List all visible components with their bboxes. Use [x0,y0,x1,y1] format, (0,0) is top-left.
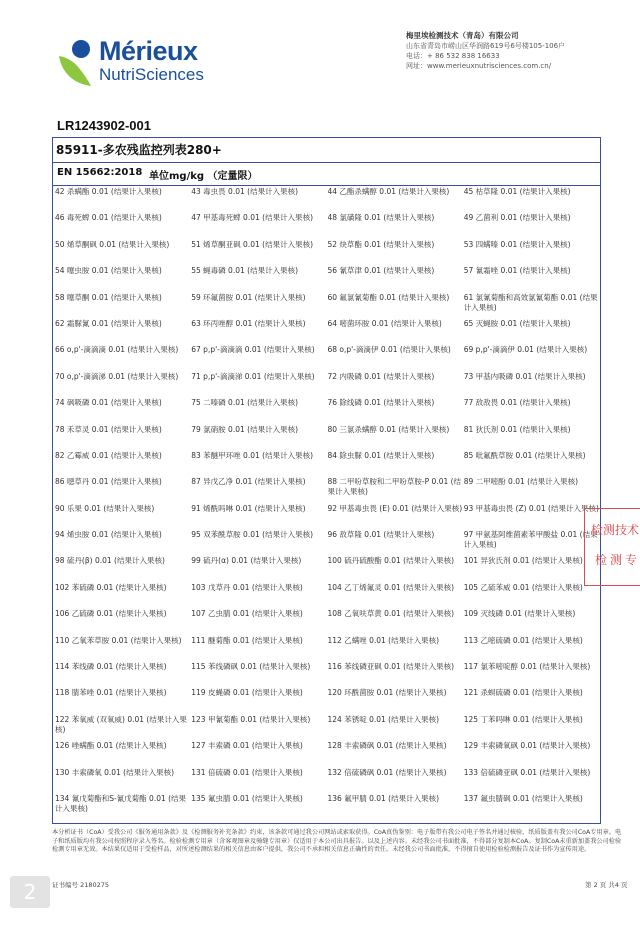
method-bar [53,162,600,186]
pesticide-item: 96 敌草隆 0.01 (结果计入果核) [327,530,435,540]
pesticide-item: 113 乙嘧硫磷 0.01 (结果计入果核) [463,635,583,645]
pesticide-item: 103 戊草丹 0.01 (结果计入果核) [191,582,303,592]
pesticide-item: 78 禾草灵 0.01 (结果计入果核) [55,424,162,434]
grid-row [55,371,600,397]
unit-label: 单位mg/kg （定量限） [149,171,258,182]
test-method: EN 15662:2018 [57,167,143,178]
pesticide-item: 55 蝇毒磷 0.01 (结果计入果核) [191,266,298,276]
pesticide-item: 43 毒虫畏 0.01 (结果计入果核) [191,187,298,196]
pesticide-item: 69 p,p'-滴滴伊 0.01 (结果计入果核) [463,345,588,355]
page-number: 第 2 页 共4 页 [585,881,628,889]
pesticide-item: 119 皮蝇磷 0.01 (结果计入果核) [191,688,303,698]
pesticide-item: 109 灭线磷 0.01 (结果计入果核) [463,609,576,619]
pesticide-item: 89 二甲嘧酚 0.01 (结果计入果核) [463,477,578,487]
grid-row [55,186,600,212]
pesticide-item: 45 枯草隆 0.01 (结果计入果核) [463,187,571,196]
pesticide-item: 126 唑螨酯 0.01 (结果计入果核) [55,741,167,751]
pesticide-item: 76 除线磷 0.01 (结果计入果核) [327,398,435,408]
pesticide-item: 71 p,p'-滴滴涕 0.01 (结果计入果核) [191,371,315,381]
grid-row [55,714,600,740]
lab-address: 山东省青岛市崂山区华润路619号6号楼105-106户 [406,42,566,50]
grid-row [55,793,600,819]
pesticide-item: 46 毒死蜱 0.01 (结果计入果核) [55,213,162,223]
pesticide-item: 117 氯苯嘧啶醇 0.01 (结果计入果核) [463,662,591,672]
grid-row [55,608,600,634]
logo-mark-icon [57,38,99,88]
pesticide-item: 136 氟甲腈 0.01 (结果计入果核) [327,793,440,803]
grid-row [55,661,600,687]
grid-row [55,635,600,661]
pesticide-item: 105 乙硫苯威 0.01 (结果计入果核) [463,582,583,592]
grid-row [55,687,600,713]
pesticide-item: 50 烯草酮砜 0.01 (结果计入果核) [55,239,170,249]
pesticide-item: 94 烯虫胺 0.01 (结果计入果核) [55,530,162,540]
pesticide-item: 86 噁草丹 0.01 (结果计入果核) [55,477,162,487]
pesticide-item: 67 p,p'-滴滴滴 0.01 (结果计入果核) [191,345,315,355]
pesticide-item: 99 硫丹(α) 0.01 (结果计入果核) [191,556,302,566]
pesticide-item: 135 氟虫腈 0.01 (结果计入果核) [191,793,303,803]
pesticide-item: 124 苯锈啶 0.01 (结果计入果核) [327,714,440,724]
pesticide-item: 98 硫丹(β) 0.01 (结果计入果核) [55,556,165,566]
pesticide-item: 79 氯硝胺 0.01 (结果计入果核) [191,424,298,434]
pesticide-item: 115 苯线磷砜 0.01 (结果计入果核) [191,662,311,672]
legal-footnote: 本分析证书（CoA）受我公司《服务通用条款》及《检测服务补充条款》约束，该条款可通过我公司网站或索取获得。CoA真伪鉴别：电子版带有我公司电子签名并通过核验，纸质版盖有我公司CoA专用章。电子和纸质版均有我公司按照程序录入签名。检验检测专用章（含客观图章及骑缝专用章）仅适用于本公司出具报告。以及上述内容。未经我公司书面批准，不得部分复制本CoA。复制CoA未重新加盖我公司检验检测专用章无效。本结果仅适用于受检样品，对所述检测结果的相关信息由客户提供，我公司不承担相关信息正确性的责任。未经我公司书面批准，不得擅自使用检验检测报告及证书作为宣传用途。 [52,829,622,854]
grid-row [55,397,600,423]
pesticide-item: 62 霜脲氰 0.01 (结果计入果核) [55,318,162,328]
pesticide-item: 65 灭蝇胺 0.01 (结果计入果核) [463,318,571,328]
grid-row [55,424,600,450]
test-list-title: 85911-多农残监控列表280+ [56,143,222,157]
pesticide-item: 61 氯氰菊酯和高效氯氰菊酯 0.01 (结果计入果核) [463,292,598,312]
viewer-page-badge[interactable]: 2 [10,876,50,908]
pesticide-item: 133 倍硫磷亚砜 0.01 (结果计入果核) [463,767,591,777]
pesticide-item: 101 异狄氏剂 0.01 (结果计入果核) [463,556,583,566]
pesticide-item: 110 乙氧苯草胺 0.01 (结果计入果核) [55,635,182,645]
grid-row [55,450,600,476]
pesticide-item: 51 烯草酮亚砜 0.01 (结果计入果核) [191,239,313,249]
pesticide-item: 64 嘧菌环胺 0.01 (结果计入果核) [327,318,442,328]
grid-row [55,344,600,370]
pesticide-item: 114 苯线磷 0.01 (结果计入果核) [55,662,167,672]
pesticide-item: 132 倍硫磷砜 0.01 (结果计入果核) [327,767,447,777]
pesticide-item: 87 异戊乙净 0.01 (结果计入果核) [191,477,306,487]
grid-row [55,767,600,793]
pesticide-item: 77 敌敌畏 0.01 (结果计入果核) [463,398,571,408]
pesticide-item: 60 氟氯氰菊酯 0.01 (结果计入果核) [327,292,450,302]
pesticide-item: 75 二嗪磷 0.01 (结果计入果核) [191,398,298,408]
pesticide-item: 122 苯氧威 (双氧威) 0.01 (结果计入果核) [55,714,187,734]
lab-website: 网址：www.merieuxnutrisciences.com.cn/ [406,62,552,70]
pesticide-item: 137 氟虫腈砜 0.01 (结果计入果核) [463,793,583,803]
pesticide-item: 81 狄氏剂 0.01 (结果计入果核) [463,424,571,434]
lab-name: 梅里埃检测技术（青岛）有限公司 [406,31,519,40]
pesticide-item: 125 丁苯吗啉 0.01 (结果计入果核) [463,714,583,724]
pesticide-item: 107 乙虫腈 0.01 (结果计入果核) [191,609,303,619]
pesticide-item: 70 o,p'-滴滴涕 0.01 (结果计入果核) [55,371,179,381]
pesticide-item: 134 氰戊菊酯和S-氰戊菊酯 0.01 (结果计入果核) [55,793,187,813]
brand-name-line1: Mérieux [99,36,198,66]
pesticide-item: 48 氯磺隆 0.01 (结果计入果核) [327,213,435,223]
pesticide-item: 111 醚菊酯 0.01 (结果计入果核) [191,635,303,645]
official-stamp [584,508,640,586]
pesticide-item: 73 甲基内吸磷 0.01 (结果计入果核) [463,371,586,381]
pesticide-item: 108 乙氧呋草黄 0.01 (结果计入果核) [327,609,455,619]
pesticide-item: 95 双苯酰草胺 0.01 (结果计入果核) [191,530,313,540]
pesticide-item: 85 吡氟酰草胺 0.01 (结果计入果核) [463,450,586,460]
pesticide-item: 80 三氯杀螨醇 0.01 (结果计入果核) [327,424,450,434]
pesticide-item: 120 环酰菌胺 0.01 (结果计入果核) [327,688,447,698]
pesticide-item: 100 硫丹硫酸酯 0.01 (结果计入果核) [327,556,455,566]
pesticide-item: 58 噻草酮 0.01 (结果计入果核) [55,292,162,302]
grid-row [55,318,600,344]
lab-contact-block [406,31,636,71]
grid-row [55,212,600,238]
pesticide-item: 131 倍硫磷 0.01 (结果计入果核) [191,767,303,777]
pesticide-item: 127 丰索磷 0.01 (结果计入果核) [191,741,303,751]
pesticide-item: 57 氰霜唑 0.01 (结果计入果核) [463,266,571,276]
pesticide-item: 121 杀螟硫磷 0.01 (结果计入果核) [463,688,583,698]
stamp-text-line1: 检测技术 [591,523,640,537]
pesticide-item: 118 腈苯唑 0.01 (结果计入果核) [55,688,167,698]
grid-row [55,239,600,265]
grid-row [55,555,600,581]
pesticide-item: 66 o,p'-滴滴滴 0.01 (结果计入果核) [55,345,179,355]
grid-row [55,529,600,555]
pesticide-item: 91 烯酰吗啉 0.01 (结果计入果核) [191,503,306,513]
pesticide-item: 74 砜吸磷 0.01 (结果计入果核) [55,398,162,408]
brand-name-line2: NutriSciences [99,65,204,84]
pesticide-item: 56 氰草津 0.01 (结果计入果核) [327,266,435,276]
pesticide-item: 83 苯醚甲环唑 0.01 (结果计入果核) [191,450,313,460]
report-number: LR1243902-001 [57,118,151,133]
pesticide-item: 90 乐果 0.01 (结果计入果核) [55,503,155,513]
grid-row [55,292,600,318]
pesticide-item: 63 环丙唑醇 0.01 (结果计入果核) [191,318,306,328]
pesticide-item: 128 丰索磷砜 0.01 (结果计入果核) [327,741,447,751]
pesticide-item: 93 甲基毒虫畏 (Z) 0.01 (结果计入果核) [463,503,599,513]
grid-row [55,476,600,502]
pesticide-item: 44 乙酯杀螨醇 0.01 (结果计入果核) [327,187,450,196]
pesticide-item: 112 乙螨唑 0.01 (结果计入果核) [327,635,440,645]
pesticide-grid [55,186,600,819]
pesticide-item: 123 甲氰菊酯 0.01 (结果计入果核) [191,714,311,724]
certificate-number: 证书编号 2180275 [52,881,110,889]
pesticide-item: 72 内吸磷 0.01 (结果计入果核) [327,371,435,381]
pesticide-item: 54 噻虫胺 0.01 (结果计入果核) [55,266,162,276]
stamp-text-line2: 检测专 [595,553,640,567]
pesticide-item: 82 乙霉威 0.01 (结果计入果核) [55,450,162,460]
pesticide-item: 129 丰索磷氧砜 0.01 (结果计入果核) [463,741,591,751]
grid-row [55,740,600,766]
grid-row [55,265,600,291]
pesticide-item: 84 除虫脲 0.01 (结果计入果核) [327,450,435,460]
pesticide-item: 92 甲基毒虫畏 (E) 0.01 (结果计入果核) [327,503,463,513]
pesticide-item: 104 乙丁烯氟灵 0.01 (结果计入果核) [327,582,455,592]
lab-phone: 电话：+ 86 532 838 16633 [406,52,500,60]
pesticide-item: 68 o,p'-滴滴伊 0.01 (结果计入果核) [327,345,451,355]
pesticide-item: 42 杀螨酯 0.01 (结果计入果核) [55,187,162,196]
grid-row [55,503,600,529]
pesticide-item: 88 二甲吩草胺和二甲吩草胺-P 0.01 (结果计入果核) [327,477,462,497]
pesticide-item: 47 甲基毒死蜱 0.01 (结果计入果核) [191,213,313,223]
pesticide-item: 106 乙硫磷 0.01 (结果计入果核) [55,609,167,619]
company-logo [57,38,227,88]
pesticide-item: 53 四螨嗪 0.01 (结果计入果核) [463,239,571,249]
pesticide-item: 49 乙菌利 0.01 (结果计入果核) [463,213,571,223]
pesticide-item: 130 丰索磷氧 0.01 (结果计入果核) [55,767,175,777]
pesticide-item: 59 环氟菌胺 0.01 (结果计入果核) [191,292,306,302]
grid-row [55,582,600,608]
pesticide-item: 102 苯硫磷 0.01 (结果计入果核) [55,582,167,592]
pesticide-item: 97 甲氨基阿维菌素苯甲酸盐 0.01 (结果计入果核) [463,530,598,550]
pesticide-item: 116 苯线磷亚砜 0.01 (结果计入果核) [327,662,455,672]
pesticide-item: 52 炔草酯 0.01 (结果计入果核) [327,239,435,249]
